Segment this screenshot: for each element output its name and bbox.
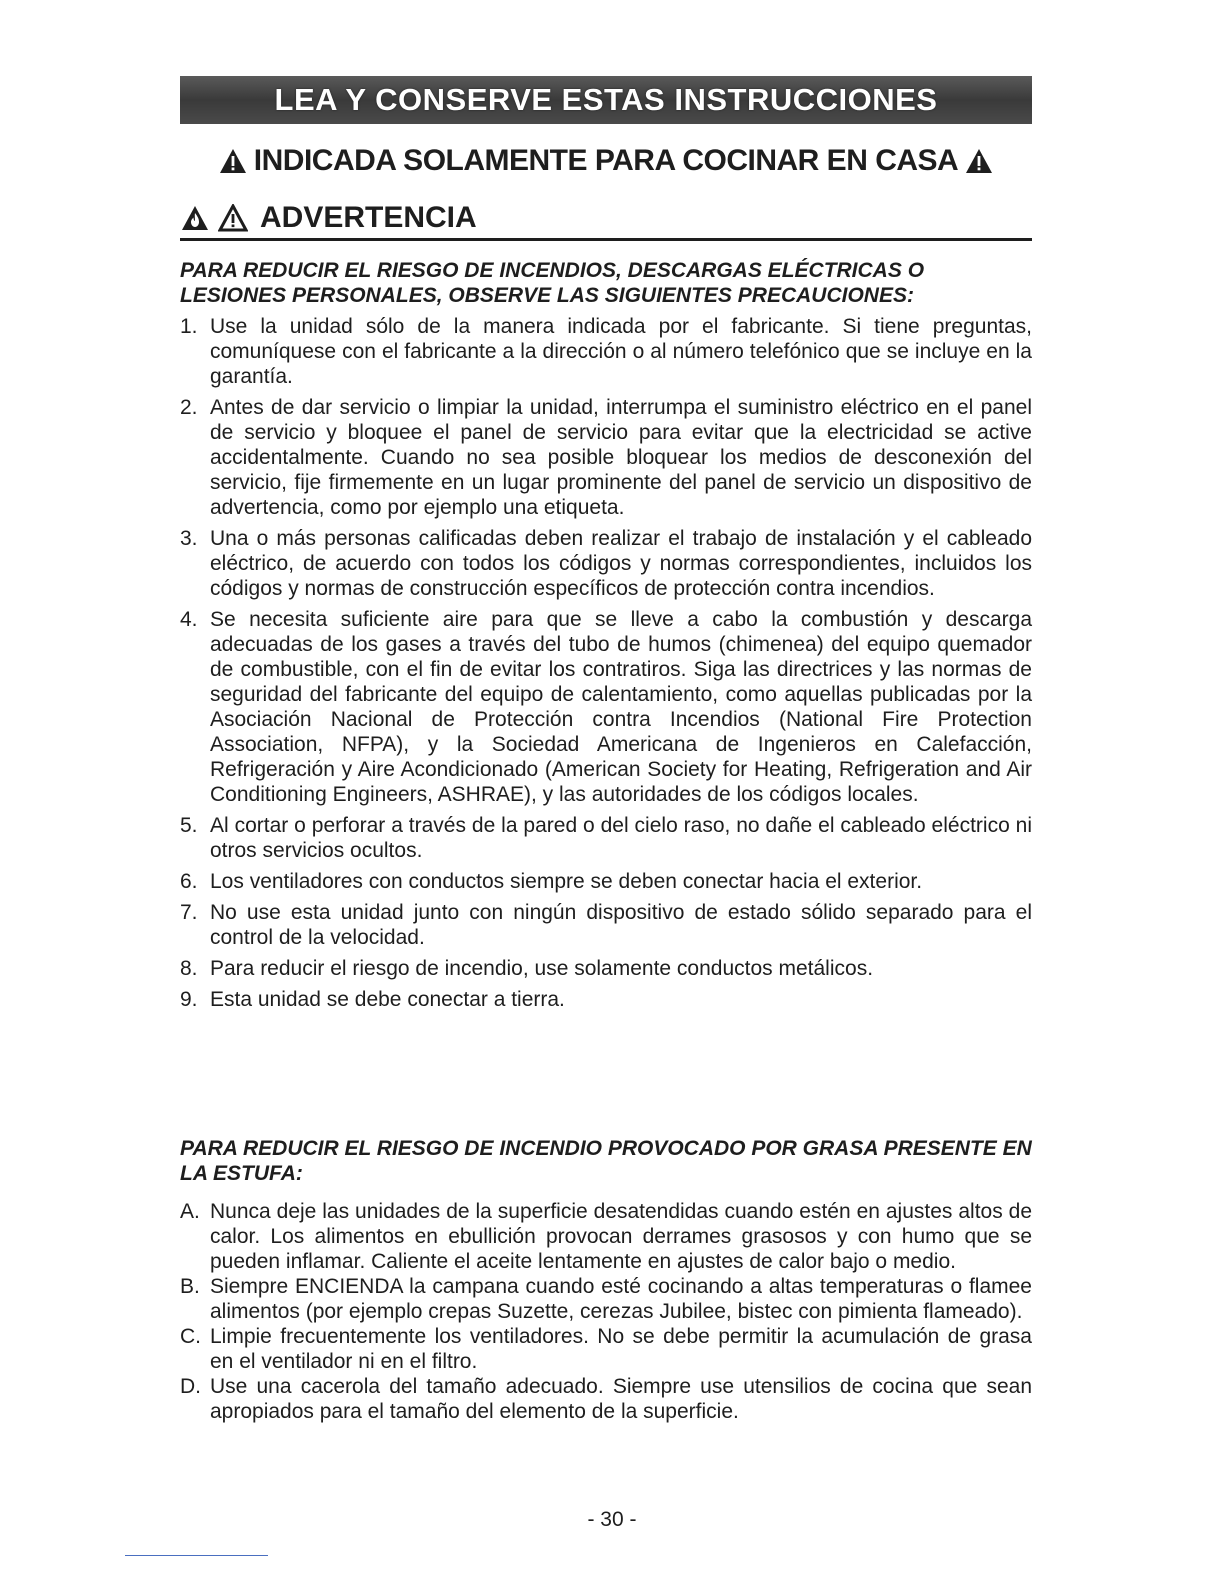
- precautions-list: [180, 314, 1032, 1018]
- item-text: Siempre ENCIENDA la campana cuando esté cocinando a altas temperaturas o flamee alimentos (por ejemplo crepas Suzette, cerezas Jubilee, bistec con pimienta flameado).: [210, 1275, 1032, 1323]
- list-item: [180, 987, 1032, 1012]
- warning-title: ADVERTENCIA: [260, 201, 477, 234]
- item-text: Use una cacerola del tamaño adecuado. Siempre use utensilios de cocina que sean apropiados para el tamaño del elemento de la superficie.: [210, 1375, 1032, 1423]
- warning-triangle-icon: [218, 147, 248, 175]
- item-number: 4.: [180, 608, 198, 631]
- item-number: 2.: [180, 396, 198, 419]
- item-text: Los ventiladores con conductos siempre se deben conectar hacia el exterior.: [210, 870, 923, 893]
- item-number: 8.: [180, 957, 198, 980]
- list-item: [180, 1374, 1032, 1424]
- list-item: [180, 526, 1032, 601]
- item-number: D.: [180, 1375, 201, 1398]
- item-number: 1.: [180, 315, 198, 338]
- item-text: Para reducir el riesgo de incendio, use solamente conductos metálicos.: [210, 957, 874, 980]
- list-item: [180, 395, 1032, 520]
- item-number: 3.: [180, 527, 198, 550]
- item-text: Esta unidad se debe conectar a tierra.: [210, 988, 565, 1011]
- list-item: [180, 607, 1032, 807]
- item-number: A.: [180, 1200, 200, 1223]
- item-number: B.: [180, 1275, 200, 1298]
- banner-title: LEA Y CONSERVE ESTAS INSTRUCCIONES: [274, 82, 938, 117]
- list-item: [180, 869, 1032, 894]
- warning-heading: [180, 198, 1032, 241]
- list-item: [180, 1324, 1032, 1374]
- item-text: Nunca deje las unidades de la superficie desatendidas cuando estén en ajustes altos de calor. Los alimentos en ebullición provocan derrames grasosos y con humo que se pueden inflamar. Caliente el aceite lentamente en ajustes de calor bajo o medio.: [210, 1200, 1032, 1273]
- footer-divider: [125, 1555, 268, 1556]
- list-item: [180, 956, 1032, 981]
- item-number: 7.: [180, 901, 198, 924]
- header-banner: [180, 76, 1032, 124]
- warning-triangle-icon: [218, 204, 248, 232]
- item-text: Antes de dar servicio o limpiar la unidad, interrumpa el suministro eléctrico en el panel de servicio y bloquee el panel de servicio para evitar que la electricidad se active accidentalmente. Cuando no sea posible bloquear los medios de desconexión del servicio, fije firmemente en un lugar prominente del panel de servicio un dispositivo de advertencia, como por ejemplo una etiqueta.: [210, 396, 1032, 519]
- page-number: - 30 -: [587, 1508, 637, 1531]
- item-text: Al cortar o perforar a través de la pared o del cielo raso, no dañe el cableado eléctrico ni otros servicios ocultos.: [210, 814, 1032, 862]
- grease-fire-list: [180, 1199, 1032, 1424]
- section2-lead: PARA REDUCIR EL RIESGO DE INCENDIO PROVOCADO POR GRASA PRESENTE EN LA ESTUFA:: [180, 1137, 1032, 1185]
- item-number: 6.: [180, 870, 198, 893]
- list-item: [180, 314, 1032, 389]
- item-number: 5.: [180, 814, 198, 837]
- item-number: C.: [180, 1325, 201, 1348]
- item-text: Limpie frecuentemente los ventiladores. No se debe permitir la acumulación de grasa en el ventilador ni en el filtro.: [210, 1325, 1032, 1373]
- item-text: Una o más personas calificadas deben realizar el trabajo de instalación y el cableado eléctrico, de acuerdo con todos los códigos y normas correspondientes, incluidos los códigos y normas de construcción específicos de protección contra incendios.: [210, 527, 1032, 600]
- item-text: No use esta unidad junto con ningún dispositivo de estado sólido separado para el control de la velocidad.: [210, 901, 1032, 949]
- item-text: Use la unidad sólo de la manera indicada por el fabricante. Si tiene preguntas, comuníquese con el fabricante a la dirección o al número telefónico que se incluye en la garantía.: [210, 315, 1032, 388]
- list-item: [180, 900, 1032, 950]
- home-cooking-notice: [180, 144, 1032, 178]
- subtitle-text: INDICADA SOLAMENTE PARA COCINAR EN CASA: [253, 144, 959, 177]
- section1-lead: PARA REDUCIR EL RIESGO DE INCENDIOS, DESCARGAS ELÉCTRICAS O LESIONES PERSONALES, OBSERVE LAS SIGUIENTES PRECAUCIONES:: [180, 259, 925, 307]
- warning-triangle-icon: [964, 147, 994, 175]
- list-item: [180, 1199, 1032, 1274]
- list-item: [180, 1274, 1032, 1324]
- item-number: 9.: [180, 988, 198, 1011]
- item-text: Se necesita suficiente aire para que se lleve a cabo la combustión y descarga adecuadas de los gases a través del tubo de humos (chimenea) del equipo quemador de combustible, con el fin de evitar los contratiros. Siga las directrices y las normas de seguridad del fabricante del equipo de calentamiento, como aquellas publicadas por la Asociación Nacional de Protección contra Incendios (National Fire Protection Association, NFPA), y la Sociedad Americana de Ingenieros en Calefacción, Refrigeración y Aire Acondicionado (American Society for Heating, Refrigeration and Air Conditioning Engineers, ASHRAE), y las autoridades de los códigos locales.: [210, 608, 1032, 806]
- list-item: [180, 813, 1032, 863]
- fire-hazard-icon: [180, 204, 210, 232]
